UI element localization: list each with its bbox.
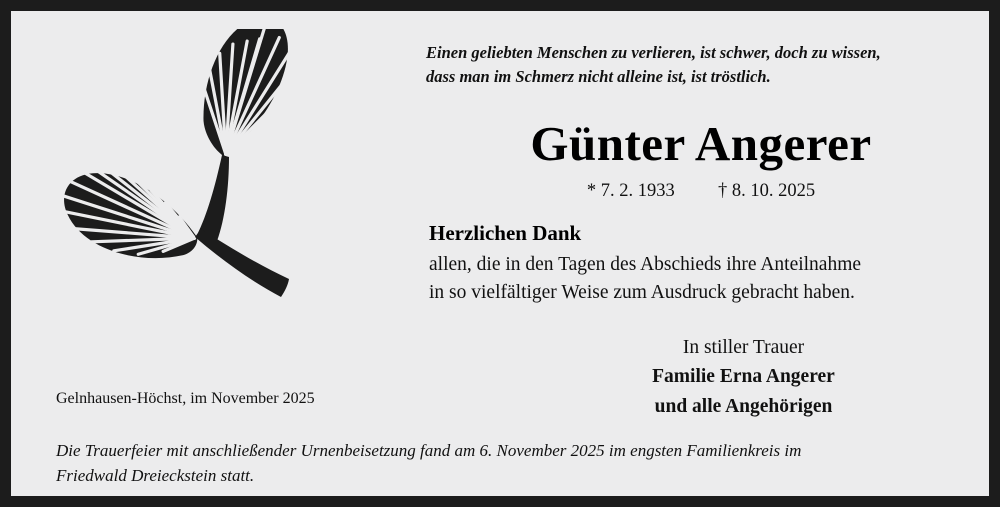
section-divider [11, 425, 989, 426]
life-dates [411, 181, 991, 202]
mourning-block [531, 333, 956, 421]
thanks-line-2: in so vielfältiger Weise zum Ausdruck gebracht haben. [429, 281, 855, 303]
footnote-line-2: Friedwald Dreieckstein statt. [56, 465, 255, 485]
thanks-heading: Herzlichen Dank [429, 221, 582, 245]
family-line-2: und alle Angehörigen [654, 395, 833, 417]
place-and-date: Gelnhausen-Höchst, im November 2025 [56, 390, 315, 407]
deceased-name: Günter Angerer [530, 116, 872, 171]
family-line-1: Familie Erna Angerer [652, 366, 835, 388]
birth-date: * 7. 2. 1933 [586, 181, 675, 201]
quote-line-1: Einen geliebten Menschen zu verlieren, ist schwer, doch zu wissen, [426, 43, 881, 62]
footnote-line-1: Die Trauerfeier mit anschließender Urnenbeisetzung fand am 6. November 2025 im engsten Familienkreis im [56, 441, 802, 460]
death-date: † 8. 10. 2025 [718, 181, 816, 201]
quote-line-2: dass man im Schmerz nicht alleine ist, ist tröstlich. [426, 66, 771, 86]
thanks-line-1: allen, die in den Tagen des Abschieds ihre Anteilnahme [429, 254, 862, 275]
notice-frame [9, 9, 991, 498]
thanks-body [429, 251, 974, 306]
notice-content [11, 11, 989, 496]
ceremony-footnote [56, 439, 956, 488]
mourning-intro: In stiller Trauer [682, 337, 805, 358]
ginkgo-leaf-icon [29, 29, 359, 329]
quote-text [426, 41, 976, 89]
